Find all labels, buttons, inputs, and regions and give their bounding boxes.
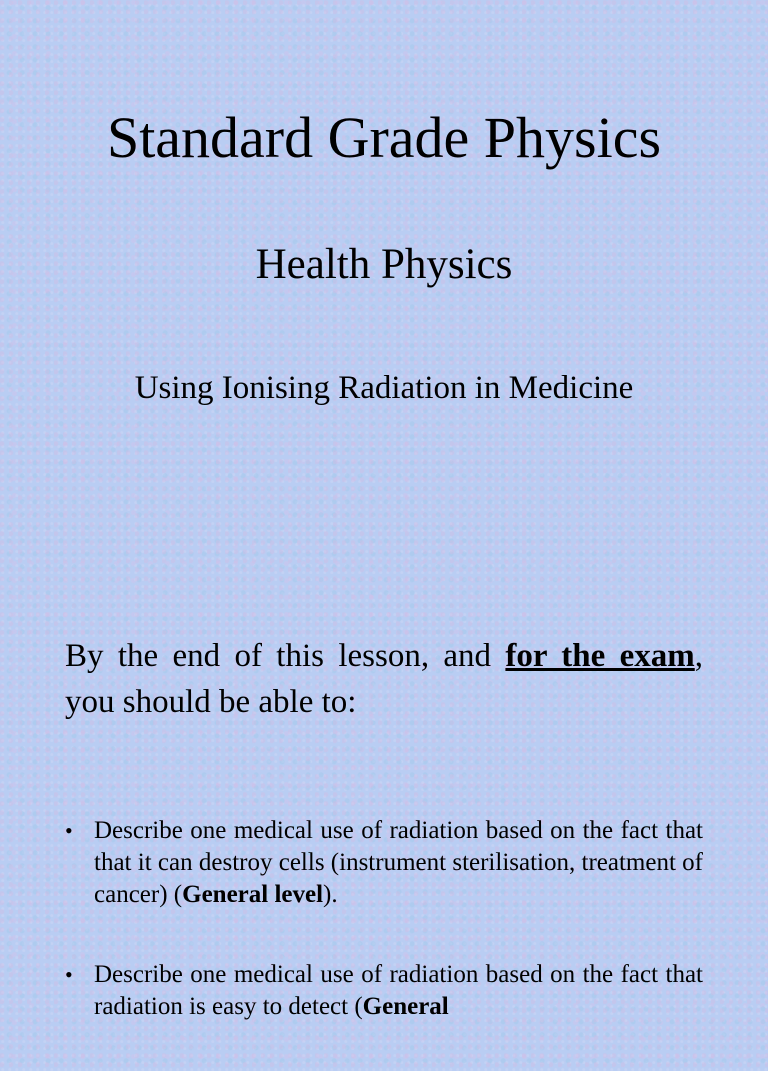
bullet-icon: • xyxy=(65,818,73,843)
slide-subtitle: Health Physics xyxy=(255,241,513,288)
objectives-list xyxy=(65,815,703,1071)
intro-text-before: By the end of this lesson, and xyxy=(65,638,506,674)
intro-paragraph xyxy=(65,633,703,725)
objective-text: Describe one medical use of radiation based on the fact that that it can destroy cells (instrument sterilisation, treatment of cancer) ( xyxy=(94,817,703,908)
objective-level: General xyxy=(362,993,449,1020)
bullet-icon: • xyxy=(65,962,73,987)
slide-title: Standard Grade Physics xyxy=(106,105,662,170)
objective-item xyxy=(65,959,703,1023)
objective-level: General level xyxy=(182,881,324,908)
objective-item xyxy=(65,815,703,911)
objective-text: Describe one medical use of radiation based on the fact that radiation is easy to detect ( xyxy=(94,961,703,1020)
intro-emphasis: for the exam xyxy=(505,638,695,674)
objective-suffix: ). xyxy=(323,881,338,908)
slide-topic: Using Ionising Radiation in Medicine xyxy=(134,370,634,406)
intro-text-after: , you should be able to: xyxy=(65,638,703,720)
